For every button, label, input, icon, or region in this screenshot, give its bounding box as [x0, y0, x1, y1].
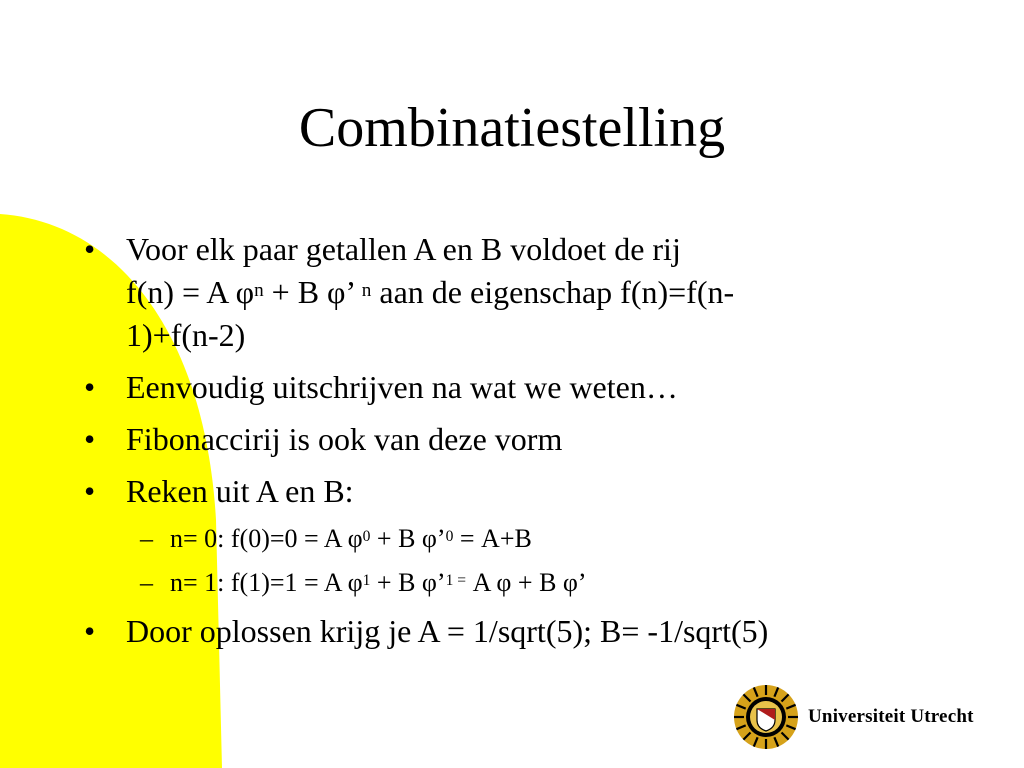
bullet-text-line: Voor elk paar getallen A en B voldoet de rij: [126, 231, 681, 267]
bullet-text: Eenvoudig uitschrijven na wat we weten…: [126, 369, 678, 405]
bullet-text: Fibonaccirij is ook van deze vorm: [126, 421, 563, 457]
sub-bullet-marker: –: [140, 524, 153, 553]
formula-part: n= 0: f(0)=0 = A φ: [170, 524, 363, 553]
formula-part: + B φ’: [263, 274, 362, 310]
formula-exponent: 1: [362, 572, 371, 589]
formula-part: + B φ’: [370, 524, 446, 553]
formula-exponent: n: [361, 280, 372, 301]
bullet-marker: •: [84, 421, 96, 457]
formula-part: aan de eigenschap f(n)=f(n-: [371, 274, 735, 310]
bullet-item: [84, 366, 914, 409]
formula-part: = A+B: [453, 524, 532, 553]
sub-bullet-item: [84, 522, 914, 556]
bullet-text: Door oplossen krijg je A = 1/sqrt(5); B= -1/sqrt(5): [126, 613, 769, 649]
bullet-formula-line: [126, 271, 914, 314]
formula-exponent: 1 =: [445, 572, 467, 589]
bullet-item: [84, 418, 914, 461]
bullet-text-line: 1)+f(n-2): [126, 317, 246, 353]
formula-part: A φ + B φ’: [466, 568, 587, 597]
formula-part: n= 1: f(1)=1 = A φ: [170, 568, 363, 597]
university-logo: [732, 683, 974, 751]
bullet-item: [84, 610, 914, 653]
slide-title: Combinatiestelling: [298, 97, 726, 159]
bullet-marker: •: [84, 231, 96, 267]
formula-exponent: 0: [445, 528, 454, 545]
bullet-marker: •: [84, 473, 96, 509]
formula-exponent: 0: [362, 528, 371, 545]
formula-exponent: n: [254, 280, 264, 301]
bullet-text: Reken uit A en B:: [126, 473, 354, 509]
sub-bullet-marker: –: [140, 568, 153, 597]
formula-part: + B φ’: [370, 568, 446, 597]
sub-bullet-item: [84, 566, 914, 600]
university-seal-icon: [732, 683, 800, 751]
bullet-marker: •: [84, 369, 96, 405]
bullet-item: [84, 228, 914, 357]
bullet-marker: •: [84, 613, 96, 649]
formula-part: f(n) = A φ: [126, 274, 255, 310]
slide-content: [84, 228, 914, 662]
bullet-item: [84, 470, 914, 513]
university-name: Universiteit Utrecht: [808, 706, 974, 727]
